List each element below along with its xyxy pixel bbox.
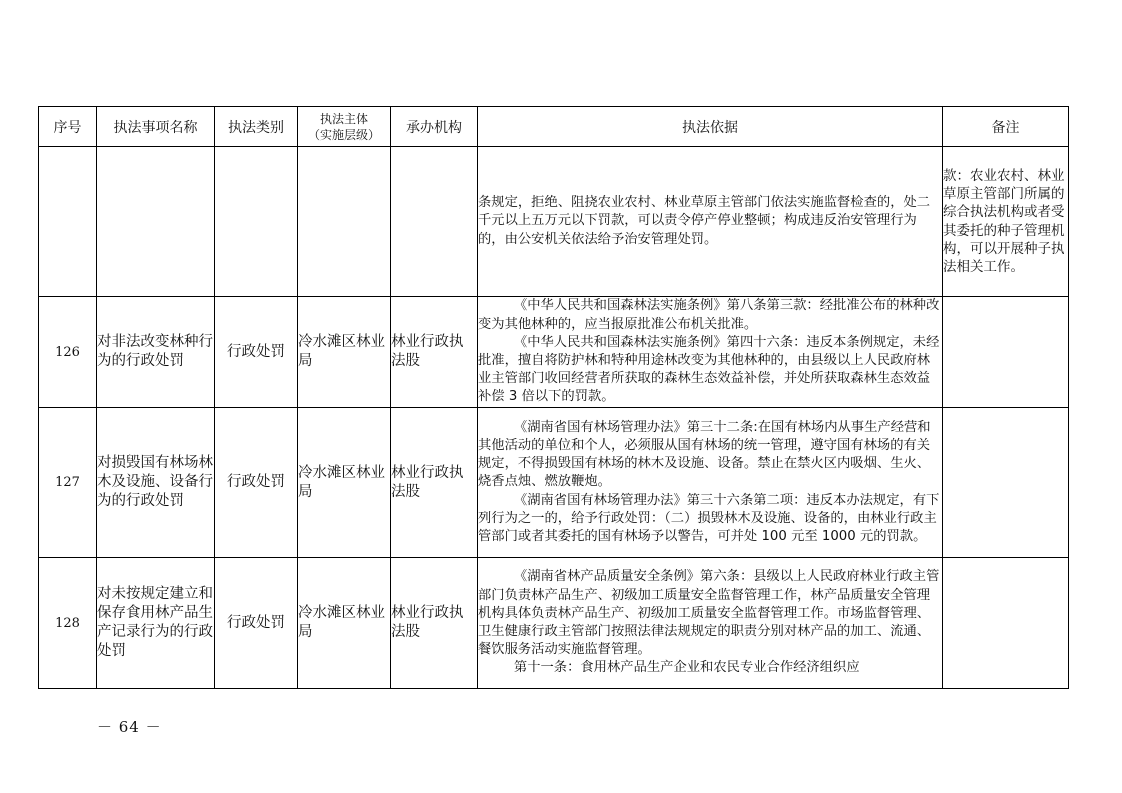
header-name: 执法事项名称 bbox=[97, 107, 215, 147]
header-subject bbox=[298, 107, 391, 147]
basis-paragraph: 条规定，拒绝、阻挠农业农村、林业草原主管部门依法实施监督检查的，处二千元以上五万元以下罚款，可以责令停产停业整顿；构成违反治安管理行为的，由公安机关依法给予治安管理处罚。 bbox=[478, 195, 931, 247]
header-basis: 执法依据 bbox=[478, 107, 943, 147]
row-remark bbox=[943, 297, 1069, 408]
header-seq: 序号 bbox=[39, 107, 97, 147]
header-remark: 备注 bbox=[943, 107, 1069, 147]
row-agency: 林业行政执法股 bbox=[391, 297, 478, 408]
row-basis bbox=[478, 147, 943, 297]
basis-paragraph: 《中华人民共和国森林法实施条例》第八条第三款：经批准公布的林种改变为其他林种的，应当报原批准公布机关批准。 bbox=[478, 298, 940, 332]
row-subject: 冷水滩区林业局 bbox=[298, 297, 391, 408]
row-agency bbox=[391, 147, 478, 297]
row-remark bbox=[943, 558, 1069, 689]
table-row bbox=[39, 147, 1069, 297]
row-subject: 冷水滩区林业局 bbox=[298, 408, 391, 558]
row-name: 对损毁国有林场林木及设施、设备行为的行政处罚 bbox=[97, 408, 215, 558]
table-row bbox=[39, 408, 1069, 558]
basis-paragraph: 《中华人民共和国森林法实施条例》第四十六条：违反本条例规定，未经批准，擅自将防护林和特种用途林改变为其他林种的，由县级以上人民政府林业主管部门收回经营者所获取的森林生态效益补偿，并处所获取森林生态效益补偿 3 倍以下的罚款。 bbox=[478, 334, 940, 405]
row-name bbox=[97, 147, 215, 297]
row-remark: 款：农业农村、林业草原主管部门所属的综合执法机构或者受其委托的种子管理机构，可以开展种子执法相关工作。 bbox=[943, 147, 1069, 297]
header-row bbox=[39, 107, 1069, 147]
row-basis bbox=[478, 297, 943, 408]
row-subject bbox=[298, 147, 391, 297]
row-seq bbox=[39, 147, 97, 297]
basis-paragraph: 《湖南省国有林场管理办法》第三十二条:在国有林场内从事生产经营和其他活动的单位和个人，必须服从国有林场的统一管理，遵守国有林场的有关规定，不得损毁国有林场的林木及设施、设备。禁止在禁火区内吸烟、生火、烧香点烛、燃放鞭炮。 bbox=[478, 419, 931, 490]
row-subject: 冷水滩区林业局 bbox=[298, 558, 391, 689]
row-name: 对非法改变林种行为的行政处罚 bbox=[97, 297, 215, 408]
row-agency: 林业行政执法股 bbox=[391, 558, 478, 689]
row-category: 行政处罚 bbox=[215, 408, 298, 558]
basis-paragraph: 第十一条：食用林产品生产企业和农民专业合作经济组织应 bbox=[513, 660, 860, 676]
row-basis bbox=[478, 558, 943, 689]
basis-paragraph: 《湖南省林产品质量安全条例》第六条：县级以上人民政府林业行政主管部门负责林产品生产、初级加工质量安全监督管理工作，林产品质量安全管理机构具体负责林产品生产、初级加工质量安全监督管理工作。市场监督管理、卫生健康行政主管部门按照法律法规规定的职责分别对林产品的加工、流通、餐饮服务活动实施监督管理。 bbox=[478, 569, 940, 658]
row-seq: 128 bbox=[39, 558, 97, 689]
row-agency: 林业行政执法股 bbox=[391, 408, 478, 558]
row-seq: 127 bbox=[39, 408, 97, 558]
table-row bbox=[39, 297, 1069, 408]
row-category: 行政处罚 bbox=[215, 558, 298, 689]
enforcement-table bbox=[38, 106, 1069, 689]
header-subject-line2: （实施层级） bbox=[307, 127, 380, 142]
header-agency: 承办机构 bbox=[391, 107, 478, 147]
header-category: 执法类别 bbox=[215, 107, 298, 147]
row-category: 行政处罚 bbox=[215, 297, 298, 408]
page-number: － 64 － bbox=[97, 718, 162, 736]
row-name: 对未按规定建立和保存食用林产品生产记录行为的行政处罚 bbox=[97, 558, 215, 689]
row-basis bbox=[478, 408, 943, 558]
basis-paragraph: 《湖南省国有林场管理办法》第三十六条第二项：违反本办法规定，有下列行为之一的，给予行政处罚：（二）损毁林木及设施、设备的，由林业行政主管部门或者其委托的国有林场予以警告，可并处 100 元至 1000 元的罚款。 bbox=[478, 492, 940, 544]
table-row bbox=[39, 558, 1069, 689]
header-subject-line1: 执法主体 bbox=[319, 111, 368, 126]
row-seq: 126 bbox=[39, 297, 97, 408]
row-category bbox=[215, 147, 298, 297]
row-remark bbox=[943, 408, 1069, 558]
